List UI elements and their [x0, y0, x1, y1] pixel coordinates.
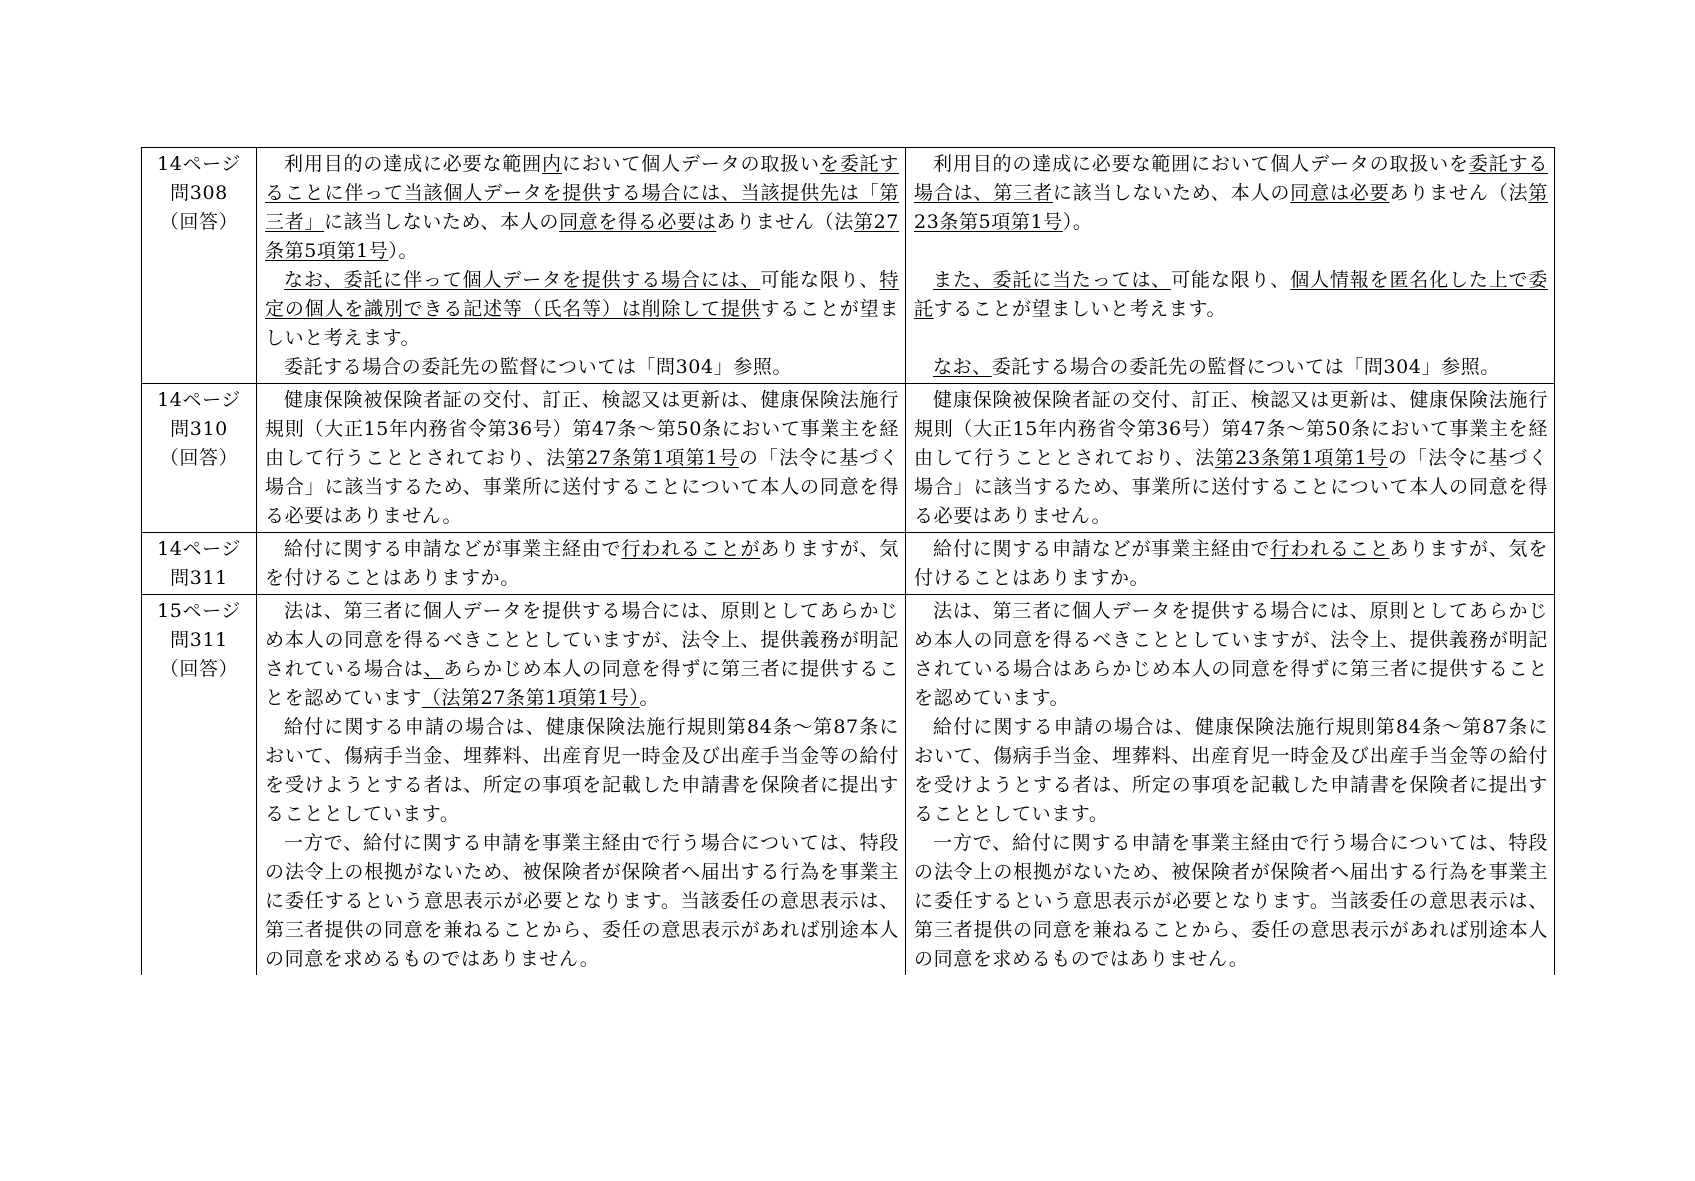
- underlined-text: 行われることが: [621, 538, 761, 560]
- underlined-text: 第23条第1項第1号: [1215, 447, 1388, 469]
- underlined-text: （法第27条第1項第1号）: [421, 687, 640, 709]
- text-run: に該当しないため、本人の: [323, 211, 560, 233]
- underlined-text: 行われること: [1270, 538, 1390, 560]
- current-text-cell: [906, 148, 1555, 384]
- current-text-cell: [906, 533, 1555, 595]
- reference-cell: [142, 148, 257, 384]
- underlined-text: 同意を得る必要は: [559, 211, 717, 233]
- text-run: 法は、第三者に個人データを提供する場合には、原則としてあらかじめ本人の同意を得るべきこととしていますが、法令上、提供義務が明記されている場合はあらかじめ本人の同意を得ずに第三者に提供することを認めています。: [914, 600, 1548, 709]
- text-run: 利用目的の達成に必要な範囲において個人データの取扱いを: [933, 153, 1469, 175]
- underlined-text: 第27条第1項第1号: [566, 447, 739, 469]
- revised-text-cell: [257, 384, 906, 533]
- paragraph: [914, 266, 1548, 324]
- reference-cell: [142, 384, 257, 533]
- paragraph: [914, 353, 1548, 382]
- text-run: 給付に関する申請などが事業主経由で: [284, 538, 622, 560]
- text-run: 給付に関する申請などが事業主経由で: [933, 538, 1271, 560]
- paragraph: [914, 597, 1548, 713]
- paragraph: [914, 535, 1548, 593]
- underlined-text: なお、: [933, 356, 992, 378]
- paragraph: [914, 829, 1548, 974]
- revised-text-cell: [257, 533, 906, 595]
- underlined-text: を委託することに伴って当該個人データを提供する場合には、当該提供先は「第三者」: [265, 153, 899, 233]
- text-run: 可能な限り、: [1171, 269, 1291, 291]
- text-run: の「法令に基づく場合」に該当するため、事業所に送付することについて本人の同意を得る必要はありません。: [914, 447, 1548, 527]
- revised-text-cell: [257, 595, 906, 976]
- paragraph: [265, 353, 899, 382]
- reference-line: 問310: [170, 418, 228, 440]
- text-run: において個人データの取扱い: [561, 153, 820, 175]
- reference-line: （回答）: [159, 211, 239, 233]
- underlined-text: 委託する場合は、第三者: [914, 153, 1548, 204]
- underlined-text: 同意は必要: [1290, 182, 1390, 204]
- text-run: することが望ましいと考えます。: [265, 298, 899, 349]
- text-run: 委託する場合の委託先の監督については「問304」参照。: [991, 356, 1500, 378]
- paragraph: [265, 150, 899, 266]
- text-run: の「法令に基づく場合」に該当するため、事業所に送付することについて本人の同意を得る必要はありません。: [265, 447, 899, 527]
- reference-line: 15ページ: [157, 600, 241, 622]
- text-run: 一方で、給付に関する申請を事業主経由で行う場合については、特段の法令上の根拠がないため、被保険者が保険者へ届出する行為を事業主に委任するという意思表示が必要となります。当該委任の意思表示は、第三者提供の同意を兼ねることから、委任の意思表示があれば別途本人の同意を求めるものではありません。: [914, 832, 1548, 970]
- underlined-text: 個人情報を匿名化した上で委託: [914, 269, 1548, 320]
- underlined-text: 、: [423, 658, 444, 680]
- comparison-table: [141, 147, 1555, 975]
- text-run: ありますが、気を付けることはありますか。: [265, 538, 900, 589]
- reference-line: 14ページ: [157, 153, 241, 175]
- text-run: 給付に関する申請の場合は、健康保険法施行規則第84条～第87条において、傷病手当金、埋葬料、出産育児一時金及び出産手当金等の給付を受けようとする者は、所定の事項を記載した申請書を保険者に提出することとしています。: [914, 716, 1548, 825]
- reference-cell: [142, 595, 257, 976]
- reference-line: 14ページ: [157, 389, 241, 411]
- paragraph: [265, 829, 899, 974]
- paragraph: [265, 266, 899, 353]
- table-row: [142, 384, 1555, 533]
- paragraph: [265, 386, 899, 531]
- underlined-text: 特定の個人を識別できる記述等（氏名等）は削除して提供: [265, 269, 899, 320]
- text-run: 健康保険被保険者証の交付、訂正、検認又は更新は、健康保険法施行規則（大正15年内務省令第36号）第47条～第50条において事業主を経由して行うこととされており、法: [914, 389, 1548, 469]
- paragraph: [265, 535, 899, 593]
- underlined-text: 第27条第5項第1号: [265, 211, 899, 262]
- reference-cell: [142, 533, 257, 595]
- paragraph: [914, 324, 1548, 353]
- text-run: 法は、第三者に個人データを提供する場合には、原則としてあらかじめ本人の同意を得るべきこととしていますが、法令上、提供義務が明記されている場合は: [265, 600, 899, 680]
- text-run: あらかじめ本人の同意を得ずに第三者に提供することを認めています: [265, 658, 899, 709]
- table-row: [142, 533, 1555, 595]
- paragraph: [914, 386, 1548, 531]
- underlined-text: 第23条第5項第1号: [914, 182, 1548, 233]
- current-text-cell: [906, 595, 1555, 976]
- paragraph: [914, 237, 1548, 266]
- current-text-cell: [906, 384, 1555, 533]
- paragraph: [914, 150, 1548, 237]
- reference-line: （回答）: [159, 447, 239, 469]
- underlined-text: 内: [542, 153, 562, 175]
- text-run: に該当しないため、本人の: [1052, 182, 1291, 204]
- text-run: 健康保険被保険者証の交付、訂正、検認又は更新は、健康保険法施行規則（大正15年内務省令第36号）第47条～第50条において事業主を経由して行うこととされており、法: [265, 389, 899, 469]
- text-run: ありません（法: [1389, 182, 1529, 204]
- document-page: [141, 147, 1554, 975]
- underlined-text: なお、委託に伴って個人データを提供する場合には、: [284, 269, 761, 291]
- text-run: ありません（法: [716, 211, 854, 233]
- text-run: 一方で、給付に関する申請を事業主経由で行う場合については、特段の法令上の根拠がないため、被保険者が保険者へ届出する行為を事業主に委任するという意思表示が必要となります。当該委任の意思表示は、第三者提供の同意を兼ねることから、委任の意思表示があれば別途本人の同意を求めるものではありません。: [265, 832, 899, 970]
- reference-line: 問311: [170, 567, 228, 589]
- table-row: [142, 148, 1555, 384]
- comparison-table-body: [142, 148, 1555, 976]
- text-run: することが望ましいと考えます。: [933, 298, 1227, 320]
- text-run: 委託する場合の委託先の監督については「問304」参照。: [284, 356, 793, 378]
- text-run: ）。: [388, 240, 419, 262]
- reference-line: 問311: [170, 629, 228, 651]
- text-run: ありますが、気を付けることはありますか。: [914, 538, 1548, 589]
- paragraph: [265, 597, 899, 713]
- text-run: 給付に関する申請の場合は、健康保険法施行規則第84条～第87条において、傷病手当金、埋葬料、出産育児一時金及び出産手当金等の給付を受けようとする者は、所定の事項を記載した申請書を保険者に提出することとしています。: [265, 716, 899, 825]
- underlined-text: また、委託に当たっては、: [933, 269, 1172, 291]
- reference-line: （回答）: [159, 658, 239, 680]
- paragraph: [265, 713, 899, 829]
- table-row: [142, 595, 1555, 976]
- text-run: ）。: [1062, 211, 1093, 233]
- paragraph: [914, 713, 1548, 829]
- text-run: 。: [639, 687, 660, 709]
- revised-text-cell: [257, 148, 906, 384]
- reference-line: 14ページ: [157, 538, 241, 560]
- text-run: 可能な限り、: [760, 269, 880, 291]
- text-run: 利用目的の達成に必要な範囲: [284, 153, 542, 175]
- reference-line: 問308: [170, 182, 228, 204]
